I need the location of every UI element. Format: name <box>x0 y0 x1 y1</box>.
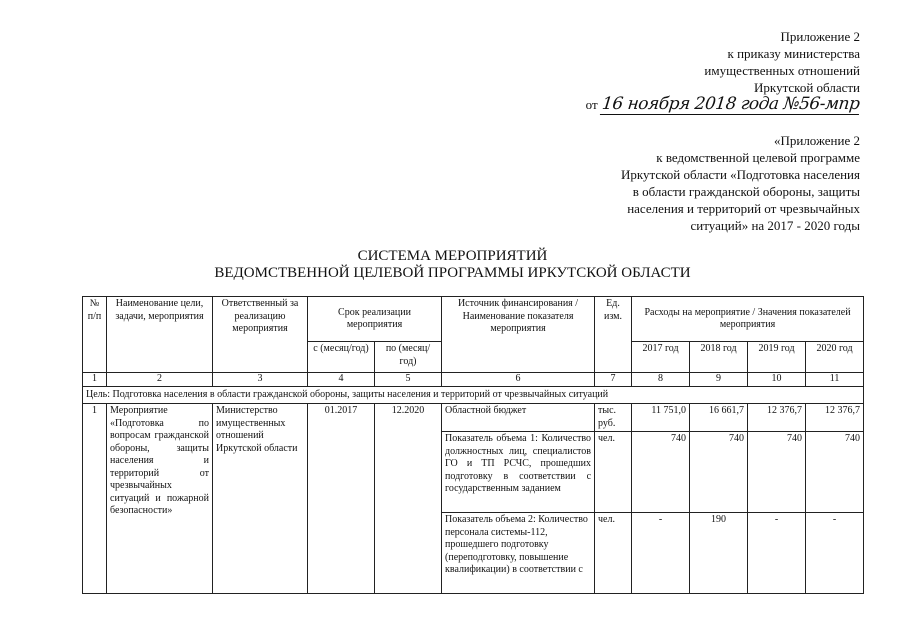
document-subtitle: ВЕДОМСТВЕННОЙ ЦЕЛЕВОЙ ПРОГРАММЫ ИРКУТСКОЙ ОБЛАСТИ <box>214 265 691 281</box>
column-number: 7 <box>595 373 632 387</box>
table-row <box>83 404 864 432</box>
unit-cell: тыс. руб. <box>595 404 632 432</box>
value-cell: 11 751,0 <box>632 404 690 432</box>
column-number: 2 <box>107 373 213 387</box>
order-reference <box>586 94 860 115</box>
value-cell: 740 <box>632 432 690 513</box>
order-handwritten-date: 16 ноября 2018 года №56-мпр <box>600 94 861 114</box>
column-number-row <box>83 373 864 387</box>
column-number: 3 <box>213 373 308 387</box>
header-responsible: Ответственный за реализацию мероприятия <box>213 297 308 373</box>
header-year: 2017 год <box>632 342 690 373</box>
value-cell: - <box>748 513 806 594</box>
header-num: № п/п <box>83 297 107 373</box>
appendix-line: Иркутской области <box>754 80 860 95</box>
responsible-name: Министерство имущественных отношений Иркутской области <box>213 404 308 594</box>
column-number: 10 <box>748 373 806 387</box>
period-to: 12.2020 <box>375 404 442 594</box>
period-from: 01.2017 <box>308 404 375 594</box>
header-year: 2018 год <box>690 342 748 373</box>
goal-row <box>83 386 864 404</box>
appendix-line: к приказу министерства <box>727 46 860 61</box>
header-unit: Ед. изм. <box>595 297 632 373</box>
value-cell: 12 376,7 <box>806 404 864 432</box>
appendix-line: Приложение 2 <box>780 29 860 44</box>
column-number: 6 <box>442 373 595 387</box>
program-line: «Приложение 2 <box>773 133 860 148</box>
program-line: к ведомственной целевой программе <box>656 150 860 165</box>
value-cell: - <box>806 513 864 594</box>
goal-text: Цель: Подготовка населения в области гражданской обороны, защиты населения и территорий от чрезвычайных ситуаций <box>83 386 864 404</box>
source-cell: Областной бюджет <box>442 404 595 432</box>
program-appendix-header <box>621 132 860 234</box>
source-cell: Показатель объема 2: Количество персонала системы-112, прошедшего подготовку (переподготовку, повышение квалификации) в соответствии с <box>442 513 595 594</box>
value-cell: 16 661,7 <box>690 404 748 432</box>
measures-table <box>82 296 864 594</box>
value-cell: 740 <box>748 432 806 513</box>
header-period: Срок реализации мероприятия <box>308 297 442 342</box>
column-number: 8 <box>632 373 690 387</box>
appendix-line: имущественных отношений <box>704 63 860 78</box>
column-number: 4 <box>308 373 375 387</box>
measure-name: Мероприятие «Подготовка по вопросам гражданской обороны, защиты населения и территорий от чрезвычайных ситуаций и пожарной безопасности» <box>107 404 213 594</box>
header-row <box>83 297 864 342</box>
header-expenses: Расходы на мероприятие / Значения показателей мероприятия <box>632 297 864 342</box>
header-year: 2020 год <box>806 342 864 373</box>
header-name: Наименование цели, задачи, мероприятия <box>107 297 213 373</box>
value-cell: 12 376,7 <box>748 404 806 432</box>
header-year: 2019 год <box>748 342 806 373</box>
row-num: 1 <box>83 404 107 594</box>
document-title: СИСТЕМА МЕРОПРИЯТИЙ <box>357 248 548 264</box>
unit-cell: чел. <box>595 432 632 513</box>
header-to: по (месяц/год) <box>375 342 442 373</box>
value-cell: - <box>632 513 690 594</box>
program-line: населения и территорий от чрезвычайных <box>627 201 860 216</box>
column-number: 11 <box>806 373 864 387</box>
program-line: в области гражданской обороны, защиты <box>632 184 860 199</box>
header-source: Источник финансирования / Наименование показателя мероприятия <box>442 297 595 373</box>
program-line: Иркутской области «Подготовка населения <box>620 167 860 182</box>
column-number: 5 <box>375 373 442 387</box>
value-cell: 740 <box>690 432 748 513</box>
appendix-header <box>704 28 860 96</box>
header-from: с (месяц/год) <box>308 342 375 373</box>
column-number: 9 <box>690 373 748 387</box>
unit-cell: чел. <box>595 513 632 594</box>
value-cell: 740 <box>806 432 864 513</box>
value-cell: 190 <box>690 513 748 594</box>
column-number: 1 <box>83 373 107 387</box>
program-line: ситуаций» на 2017 - 2020 годы <box>690 218 860 233</box>
source-cell: Показатель объема 1: Количество должностных лиц, специалистов ГО и ТП РСЧС, прошедших подготовку в соответствии с государственным заданием <box>442 432 595 513</box>
order-prefix: от <box>585 97 598 112</box>
